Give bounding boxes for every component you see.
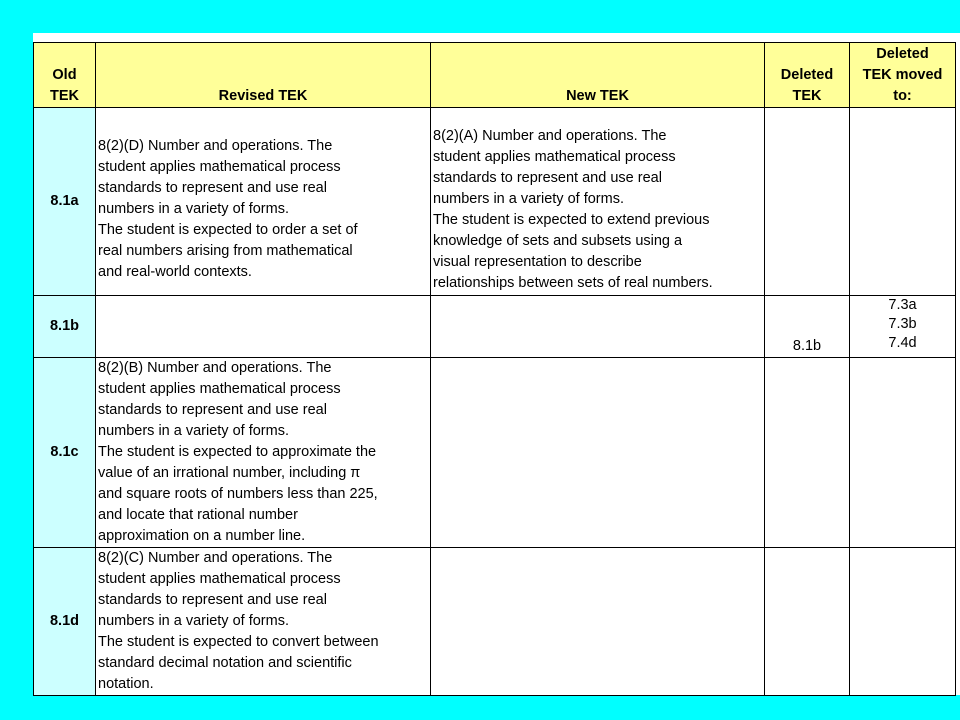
text-line: value of an irrational number, including π	[98, 465, 361, 481]
header-deleted-tek-line1: Deleted	[780, 67, 834, 83]
moved-to-cell	[850, 548, 956, 696]
text-line: The student is expected to convert between	[98, 634, 379, 650]
table-row	[34, 358, 956, 548]
deleted-tek-cell	[765, 108, 850, 296]
old-tek-cell: 8.1c	[34, 358, 96, 548]
text-line: student applies mathematical process	[98, 571, 341, 587]
moved-to-cell	[850, 358, 956, 548]
text-line: student applies mathematical process	[98, 159, 341, 175]
header-moved-to-line3: to:	[893, 88, 912, 104]
text-line: standards to represent and use real	[98, 180, 327, 196]
revised-tek-cell	[96, 296, 431, 358]
text-line: numbers in a variety of forms.	[98, 423, 289, 439]
old-tek-cell: 8.1b	[34, 296, 96, 358]
header-new-tek: New TEK	[431, 43, 765, 108]
text-line: real numbers arising from mathematical	[98, 243, 353, 259]
text-line: The student is expected to approximate the	[98, 444, 377, 460]
old-tek-cell: 8.1a	[34, 108, 96, 296]
new-tek-cell	[431, 358, 765, 548]
moved-to-cell	[850, 108, 956, 296]
header-old-tek-line1: Old	[52, 67, 77, 83]
text-line: notation.	[98, 676, 154, 692]
text-line: standards to represent and use real	[98, 402, 327, 418]
text-line: standards to represent and use real	[433, 169, 662, 186]
tek-comparison-table	[33, 42, 956, 696]
table-row	[34, 548, 956, 696]
header-deleted-tek-line2: TEK	[792, 88, 822, 104]
text-line: 8(2)(C) Number and operations. The	[98, 550, 333, 566]
revised-tek-cell	[96, 548, 431, 696]
text-line: 8(2)(B) Number and operations. The	[98, 360, 332, 376]
text-line: numbers in a variety of forms.	[433, 190, 624, 207]
moved-to-value: 7.3a	[888, 297, 917, 313]
header-revised-tek: Revised TEK	[96, 43, 431, 108]
header-old-tek	[34, 43, 96, 108]
slide-page	[33, 33, 960, 695]
header-row	[34, 43, 956, 108]
text-line: The student is expected to extend previous	[433, 211, 710, 228]
deleted-tek-cell	[765, 358, 850, 548]
text-line: The student is expected to order a set of	[98, 222, 358, 238]
revised-tek-cell	[96, 358, 431, 548]
text-line: visual representation to describe	[433, 253, 642, 270]
moved-to-value: 7.3b	[888, 316, 917, 332]
old-tek-cell: 8.1d	[34, 548, 96, 696]
text-line: student applies mathematical process	[433, 148, 676, 165]
new-tek-cell	[431, 548, 765, 696]
header-moved-to-line1: Deleted	[876, 46, 929, 62]
table-row	[34, 296, 956, 358]
moved-to-cell	[850, 296, 956, 358]
text-line: standards to represent and use real	[98, 592, 327, 608]
text-line: numbers in a variety of forms.	[98, 201, 289, 217]
text-line: relationships between sets of real numbers.	[433, 274, 713, 291]
header-old-tek-line2: TEK	[50, 88, 79, 104]
text-line: and real-world contexts.	[98, 264, 252, 280]
header-moved-to-line2: TEK moved	[862, 67, 943, 83]
text-line: 8(2)(A) Number and operations. The	[433, 127, 667, 144]
header-moved-to	[850, 43, 956, 108]
text-line: 8(2)(D) Number and operations. The	[98, 138, 333, 154]
table-row	[34, 108, 956, 296]
text-line: and square roots of numbers less than 225,	[98, 486, 378, 502]
text-line: numbers in a variety of forms.	[98, 613, 289, 629]
new-tek-cell	[431, 108, 765, 296]
new-tek-cell	[431, 296, 765, 358]
text-line: and locate that rational number	[98, 507, 298, 523]
deleted-tek-cell	[765, 548, 850, 696]
deleted-tek-cell: 8.1b	[765, 296, 850, 358]
header-deleted-tek	[765, 43, 850, 108]
text-line: standard decimal notation and scientific	[98, 655, 352, 671]
text-line: knowledge of sets and subsets using a	[433, 232, 683, 249]
text-line: student applies mathematical process	[98, 381, 341, 397]
moved-to-value: 7.4d	[888, 335, 917, 351]
revised-tek-cell	[96, 108, 431, 296]
text-line: approximation on a number line.	[98, 528, 306, 544]
